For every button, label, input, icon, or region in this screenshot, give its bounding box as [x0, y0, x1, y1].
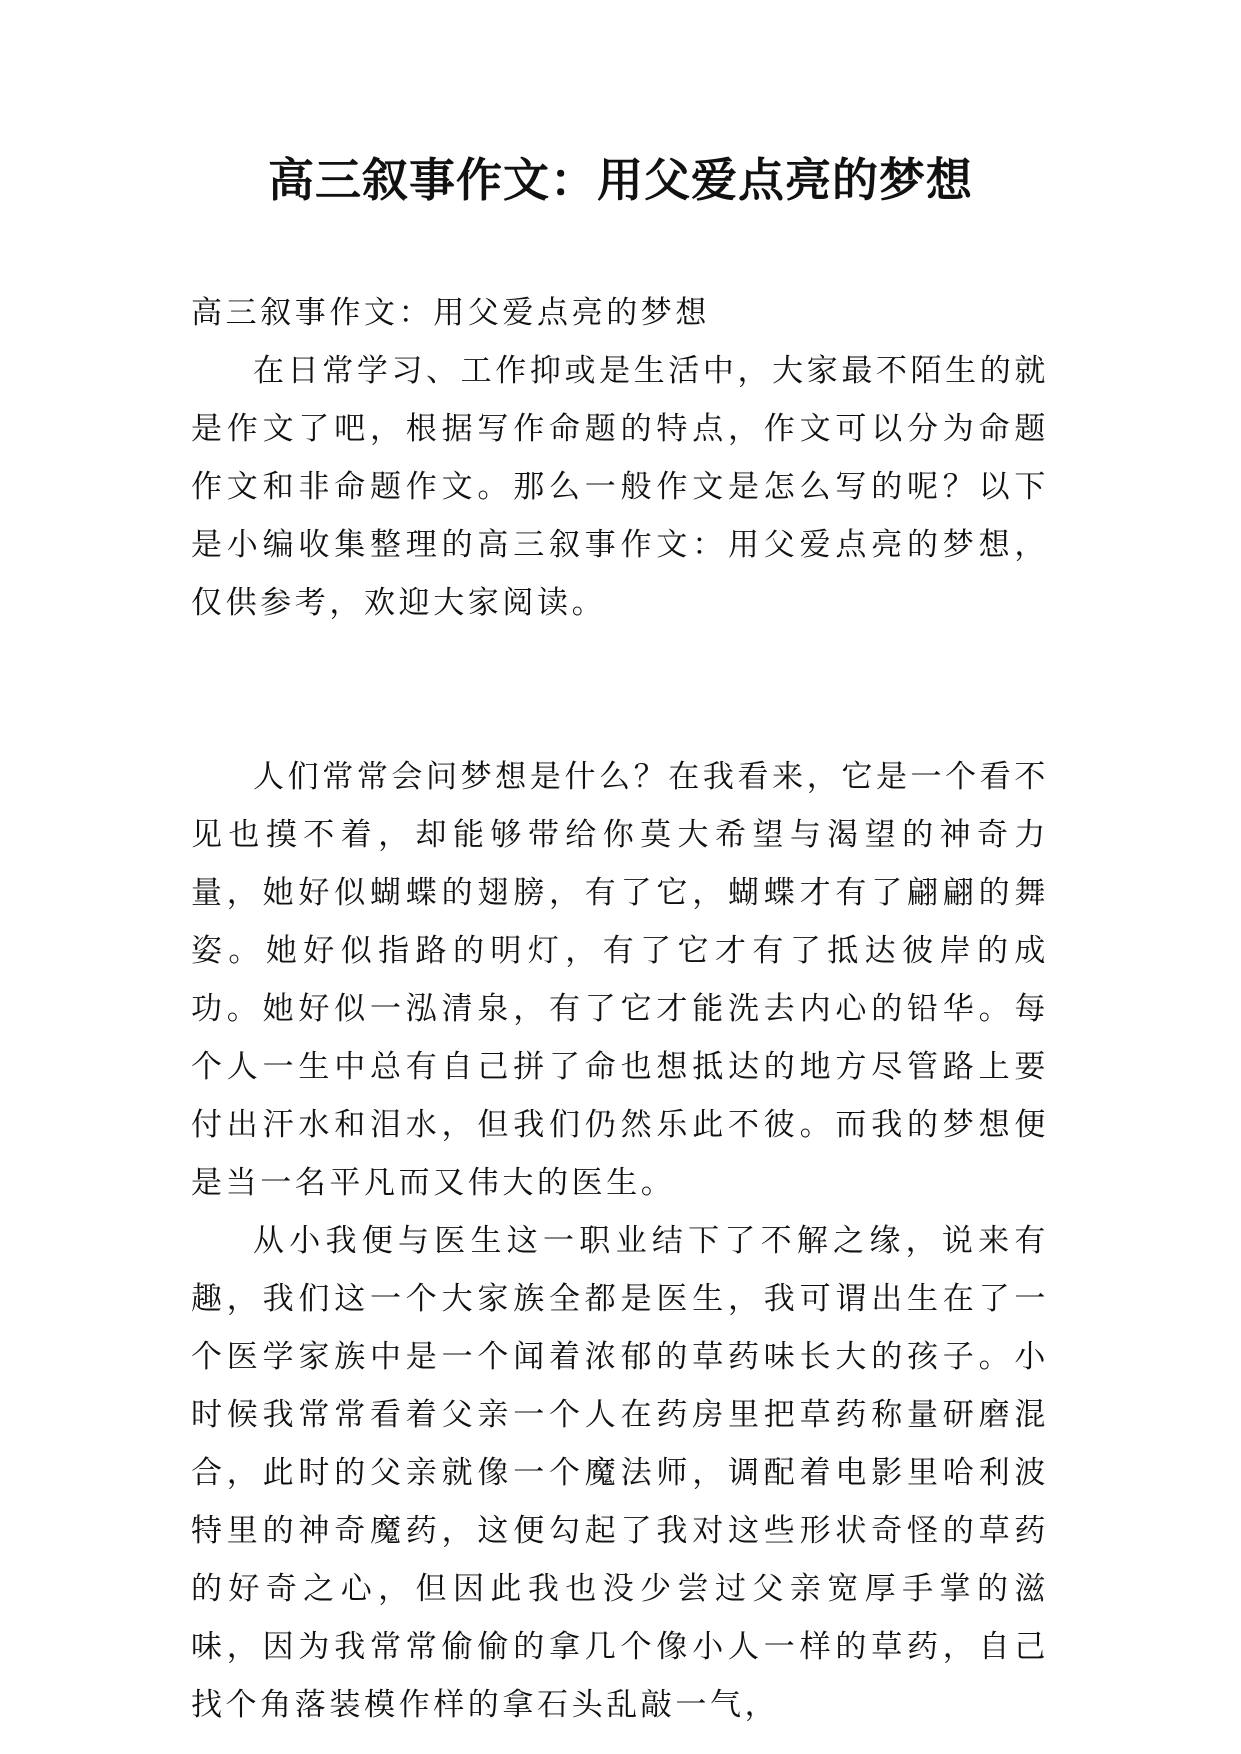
document-body [191, 284, 1049, 1734]
paragraph-childhood: 从小我便与医生这一职业结下了不解之缘，说来有趣，我们这一个大家族全都是医生，我可谓出生在了一个医学家族中是一个闻着浓郁的草药味长大的孩子。小时候我常常看着父亲一个人在药房里把草药称量研磨混合，此时的父亲就像一个魔法师，调配着电影里哈利波特里的神奇魔药，这便勾起了我对这些形状奇怪的草药的好奇之心，但因此我也没少尝过父亲宽厚手掌的滋味，因为我常常偷偷的拿几个像小人一样的草药，自己找个角落装模作样的拿石头乱敲一气， [191, 1223, 1049, 1723]
paragraph-intro: 在日常学习、工作抑或是生活中，大家最不陌生的就是作文了吧，根据写作命题的特点，作文可以分为命题作文和非命题作文。那么一般作文是怎么写的呢？以下是小编收集整理的高三叙事作文：用父爱点亮的梦想，仅供参考，欢迎大家阅读。 [191, 353, 1049, 621]
document-title: 高三叙事作文：用父爱点亮的梦想 [268, 153, 973, 207]
paragraph-spacer [191, 632, 1049, 748]
document-subtitle: 高三叙事作文：用父爱点亮的梦想 [191, 295, 710, 331]
paragraph-dream: 人们常常会问梦想是什么？在我看来，它是一个看不见也摸不着，却能够带给你莫大希望与渴望的神奇力量，她好似蝴蝶的翅膀，有了它，蝴蝶才有了翩翩的舞姿。她好似指路的明灯，有了它才有了抵达彼岸的成功。她好似一泓清泉，有了它才能洗去内心的铅华。每个人一生中总有自己拼了命也想抵达的地方尽管路上要付出汗水和泪水，但我们仍然乐此不彼。而我的梦想便是当一名平凡而又伟大的医生。 [191, 759, 1049, 1201]
